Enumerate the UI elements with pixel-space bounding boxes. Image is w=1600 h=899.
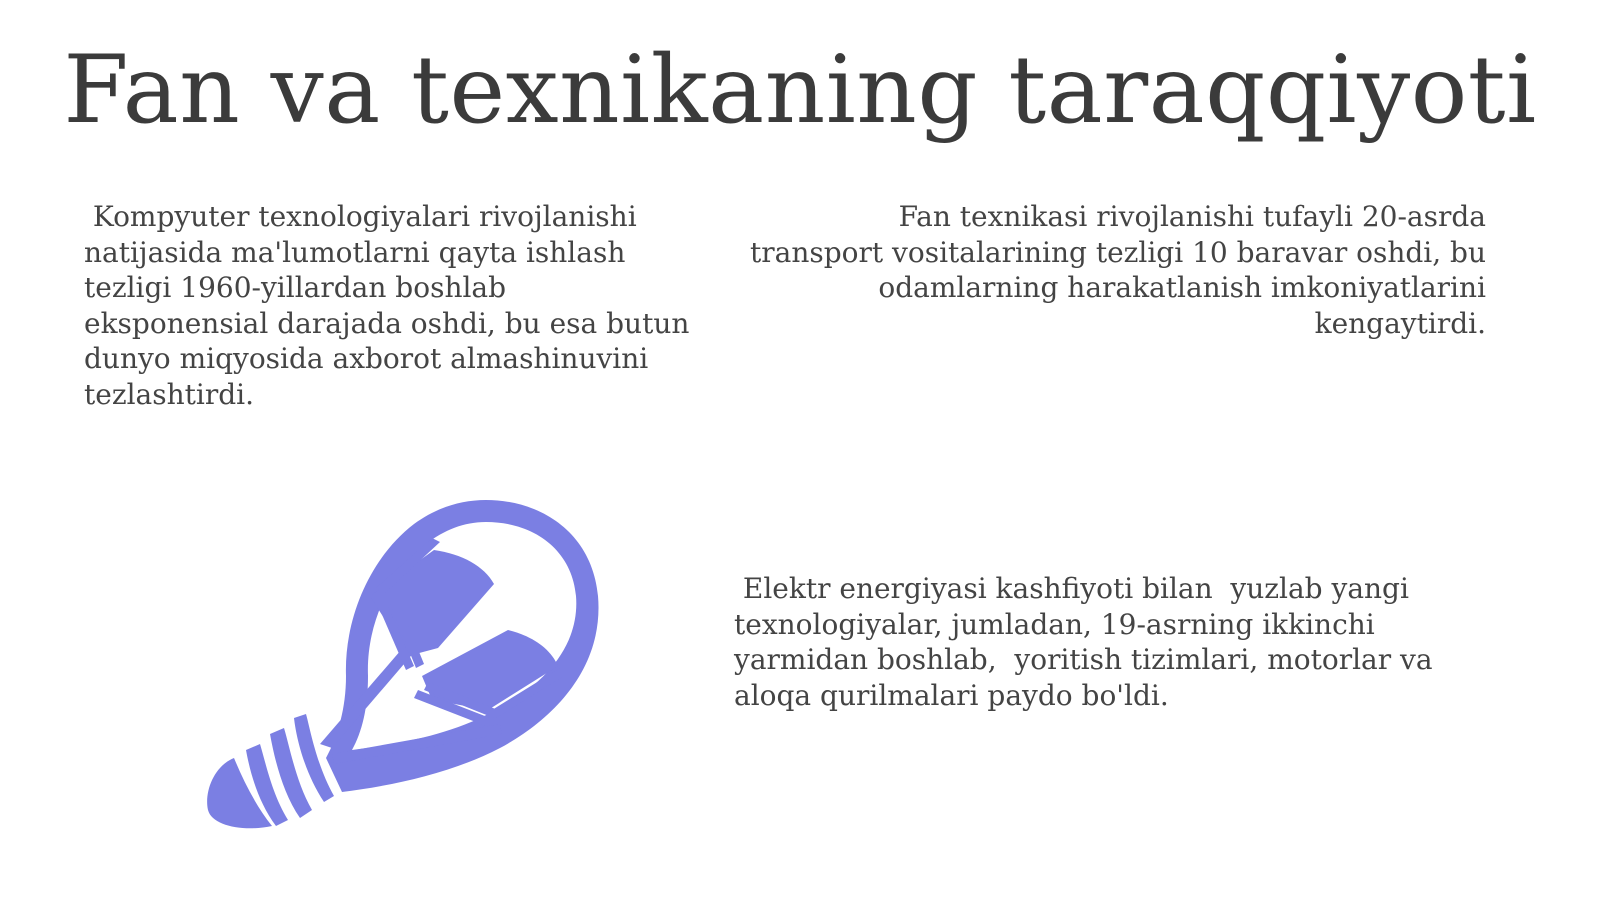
text-block-computer-technology: Kompyuter texnologiyalari rivojlanishi natijasida ma'lumotlarni qayta ishlash tezligi 1960-yillardan boshlab eksponensial darajada oshdi, bu esa butun dunyo miqyosida axborot almashinuvini tezlashtirdi. — [84, 200, 690, 411]
slide-title: Fan va texnikaning taraqqiyoti — [63, 36, 1537, 145]
text-block-electricity: Elektr energiyasi kashfiyoti bilan yuzlab yangi texnologiyalar, jumladan, 19-asrning ikkinchi yarmidan boshlab, yoritish tizimlari, motorlar va aloqa qurilmalari paydo bo'ldi. — [734, 572, 1433, 712]
text-block-transport-speed: Fan texnikasi rivojlanishi tufayli 20-asrda transport vositalarining tezligi 10 baravar oshdi, bu odamlarning harakatlanish imkoniyatlarini kengaytirdi. — [749, 200, 1486, 340]
lightbulb-book-icon — [200, 496, 620, 856]
